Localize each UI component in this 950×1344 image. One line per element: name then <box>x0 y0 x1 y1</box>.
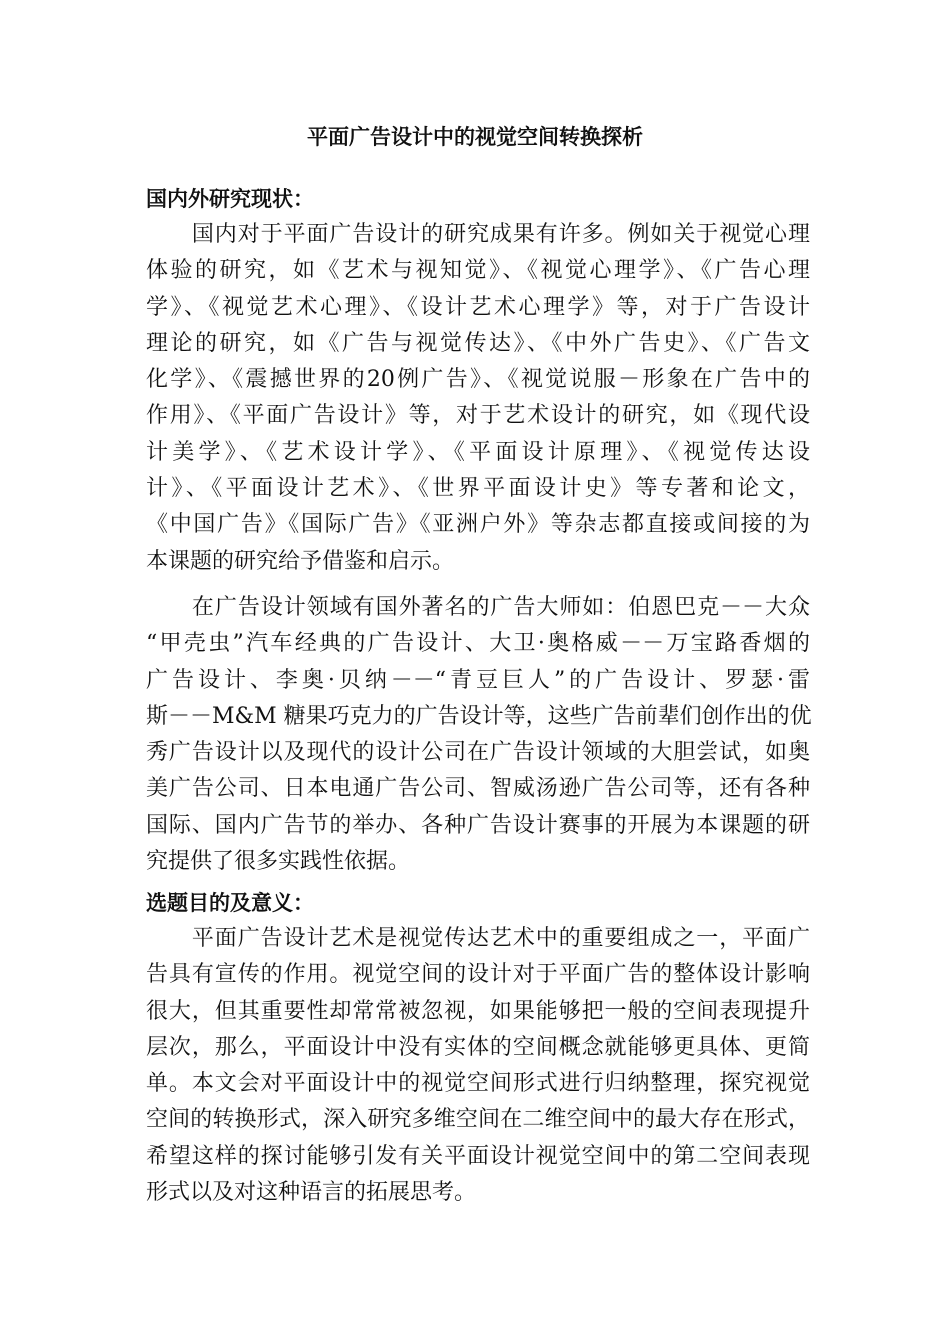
text-line: 形式以及对这种语言的拓展思考。 <box>146 1180 477 1206</box>
text-line: 在广告设计领域有国外著名的广告大师如：伯恩巴克－－大众 <box>146 595 810 620</box>
text-line: 理论的研究，如《广告与视觉传达》、《中外广告史》、《广告文 <box>146 330 810 356</box>
text-line: 计》、《平面设计艺术》、《世界平面设计史》等专著和论文， <box>146 476 810 502</box>
text-line: 很大，但其重要性却常常被忽视，如果能够把一般的空间表现提升 <box>146 998 810 1024</box>
paragraph-purpose <box>146 921 810 1211</box>
text-line: 告具有宣传的作用。视觉空间的设计对于平面广告的整体设计影响 <box>146 962 810 988</box>
text-line: 体验的研究，如《艺术与视知觉》、《视觉心理学》、《广告心理 <box>146 258 810 284</box>
section-heading-purpose: 选题目的及意义： <box>146 890 314 915</box>
text-line: 作用》、《平面广告设计》等，对于艺术设计的研究，如《现代设 <box>146 403 810 429</box>
text-line: 国内对于平面广告设计的研究成果有许多。例如关于视觉心理 <box>146 222 810 247</box>
text-line: 斯－－M&M 糖果巧克力的广告设计等，这些广告前辈们创作出的优 <box>146 703 812 729</box>
text-line: 计美学》、《艺术设计学》、《平面设计原理》、《视觉传达设 <box>146 439 810 465</box>
text-line: 国际、国内广告节的举办、各种广告设计赛事的开展为本课题的研 <box>146 812 810 838</box>
text-line: 平面广告设计艺术是视觉传达艺术中的重要组成之一，平面广 <box>146 926 810 951</box>
text-line: 化学》、《震撼世界的20例广告》、《视觉说服－形象在广告中的 <box>146 367 810 393</box>
document-title: 平面广告设计中的视觉空间转换探析 <box>307 124 643 149</box>
text-line: 本课题的研究给予借鉴和启示。 <box>146 548 455 574</box>
text-line: 美广告公司、日本电通广告公司、智威汤逊广告公司等，还有各种 <box>146 776 810 802</box>
section-heading-research-status: 国内外研究现状： <box>146 186 314 211</box>
text-line: 《中国广告》《国际广告》《亚洲户外》等杂志都直接或间接的为 <box>146 512 810 538</box>
text-line: 单。本文会对平面设计中的视觉空间形式进行归纳整理，探究视觉 <box>146 1071 810 1097</box>
text-line: 广告设计、李奥·贝纳－－“青豆巨人”的广告设计、罗瑟·雷 <box>146 667 810 693</box>
text-line: 希望这样的探讨能够引发有关平面设计视觉空间中的第二空间表现 <box>146 1143 810 1169</box>
paragraph-foreign-research <box>146 590 810 880</box>
paragraph-domestic-research <box>146 217 810 580</box>
text-line: 秀广告设计以及现代的设计公司在广告设计领域的大胆尝试，如奥 <box>146 740 810 766</box>
text-line: 究提供了很多实践性依据。 <box>146 849 411 875</box>
text-line: 空间的转换形式，深入研究多维空间在二维空间中的最大存在形式， <box>146 1107 810 1133</box>
text-line: 学》、《视觉艺术心理》、《设计艺术心理学》等，对于广告设计 <box>146 294 810 320</box>
text-line: “甲壳虫”汽车经典的广告设计、大卫·奥格威－－万宝路香烟的 <box>146 631 810 657</box>
text-line: 层次，那么，平面设计中没有实体的空间概念就能够更具体、更简 <box>146 1034 810 1060</box>
